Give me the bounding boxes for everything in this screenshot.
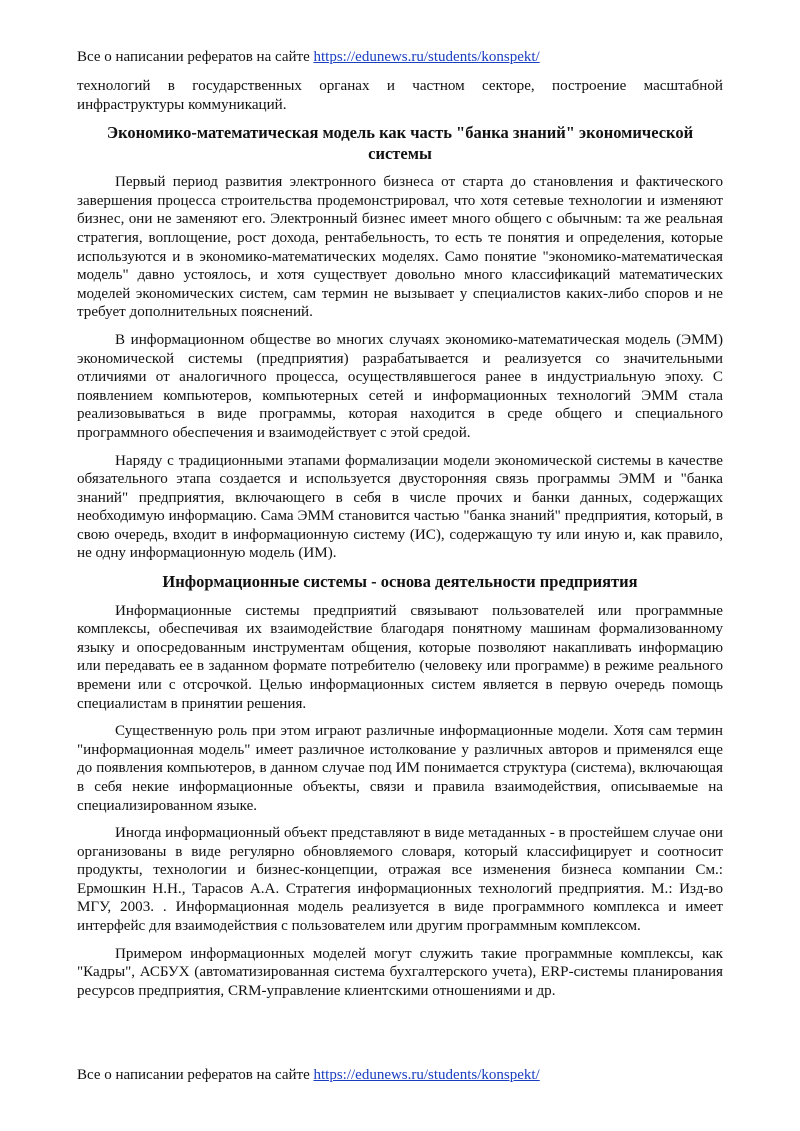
section-heading-emm: Экономико-математическая модель как часть "банка знаний" экономической системы: [106, 123, 694, 163]
paragraph: В информационном обществе во многих случаях экономико-математическая модель (ЭММ) экономической системы (предприятия) разрабатывается и реализуется со значительными отличиями от аналогичного процесса, осуществлявшегося ранее в индустриальную эпоху. С появлением компьютеров, компьютерных сетей и информационных технологий ЭММ стала реализовываться в виде программы, которая находится в среде общего и специального программного обеспечения и взаимодействует с этой средой.: [77, 331, 723, 441]
paragraph: Примером информационных моделей могут служить такие программные комплексы, как "Кадры", АСБУХ (автоматизированная система бухгалтерского учета), ERP-системы планирования ресурсов предприятия, CRM-управление клиентскими отношениями и др.: [77, 945, 723, 999]
paragraph: Иногда информационный объект представляют в виде метаданных - в простейшем случае они организованы в виде регулярно обновляемого словаря, который классифицирует и соотносит продукты, технологии и бизнес-концепции, отражая все изменения бизнеса компании См.: Ермошкин Н.Н., Тарасов А.А. Стратегия информационных технологий предприятия. М.: Изд-во МГУ, 2003. . Информационная модель реализуется в виде программного комплекса и имеет интерфейс для взаимодействия с пользователем или другим программным комплексом.: [77, 825, 723, 935]
section-heading-info-systems: Информационные системы - основа деятельности предприятия: [162, 572, 638, 592]
footer-link[interactable]: https://edunews.ru/students/konspekt/: [313, 1067, 540, 1083]
header-text: Все о написании рефератов на сайте: [77, 49, 314, 65]
footer-text: Все о написании рефератов на сайте: [77, 1067, 314, 1083]
paragraph: Существенную роль при этом играют различные информационные модели. Хотя сам термин "информационная модель" имеет различное истолкование у различных авторов и применялся еще до появления компьютеров, в данном случае под ИМ понимается структура (система), включающая в себя некие информационные объекты, связи и правила взаимодействия, описываемые на специализированном языке.: [77, 723, 723, 814]
paragraph-continued: технологий в государственных органах и частном секторе, построение масштабной инфраструктуры коммуникаций.: [77, 78, 723, 113]
page-header: [77, 48, 723, 67]
paragraph: Наряду с традиционными этапами формализации модели экономической системы в качестве обязательного этапа создается и используется двусторонняя связь программы ЭММ и "банка знаний" предприятия, включающего в себя в числе прочих и банки данных, содержащих необходимую информацию. Сама ЭММ становится частью "банка знаний" предприятия, который, в свою очередь, входит в информационную систему (ИС), содержащую ту или иную и, как правило, не одну информационную модель (ИМ).: [77, 452, 723, 562]
paragraph: Информационные системы предприятий связывают пользователей или программные комплексы, обеспечивая их взаимодействие благодаря понятному машинам формализованному языку и опосредованным инструментам общения, которые позволяют накапливать информацию или передавать ее в заданном формате потребителю (человеку или программе) в режиме реального времени или с отсрочкой. Целью информационных систем является в первую очередь помощь специалистам в принятии решения.: [77, 602, 723, 712]
header-link[interactable]: https://edunews.ru/students/konspekt/: [313, 49, 540, 65]
paragraph: Первый период развития электронного бизнеса от старта до становления и фактического завершения процесса строительства продемонстрировал, что хотя сетевые технологии и изменяют бизнес, они не заменяют его. Электронный бизнес имеет много общего с обычным: та же реальная стратегия, воплощение, рост дохода, рентабельность, то есть те понятия и определения, которые используются и в экономико-математических моделях. Само понятие "экономико-математическая модель" давно устоялось, и хотя существует довольно много классификаций математических моделей экономических систем, сам термин не вызывает у специалистов каких-либо споров и не требует дополнительных пояснений.: [77, 174, 723, 321]
document-body: [77, 77, 723, 1009]
page-footer: [77, 1066, 723, 1085]
